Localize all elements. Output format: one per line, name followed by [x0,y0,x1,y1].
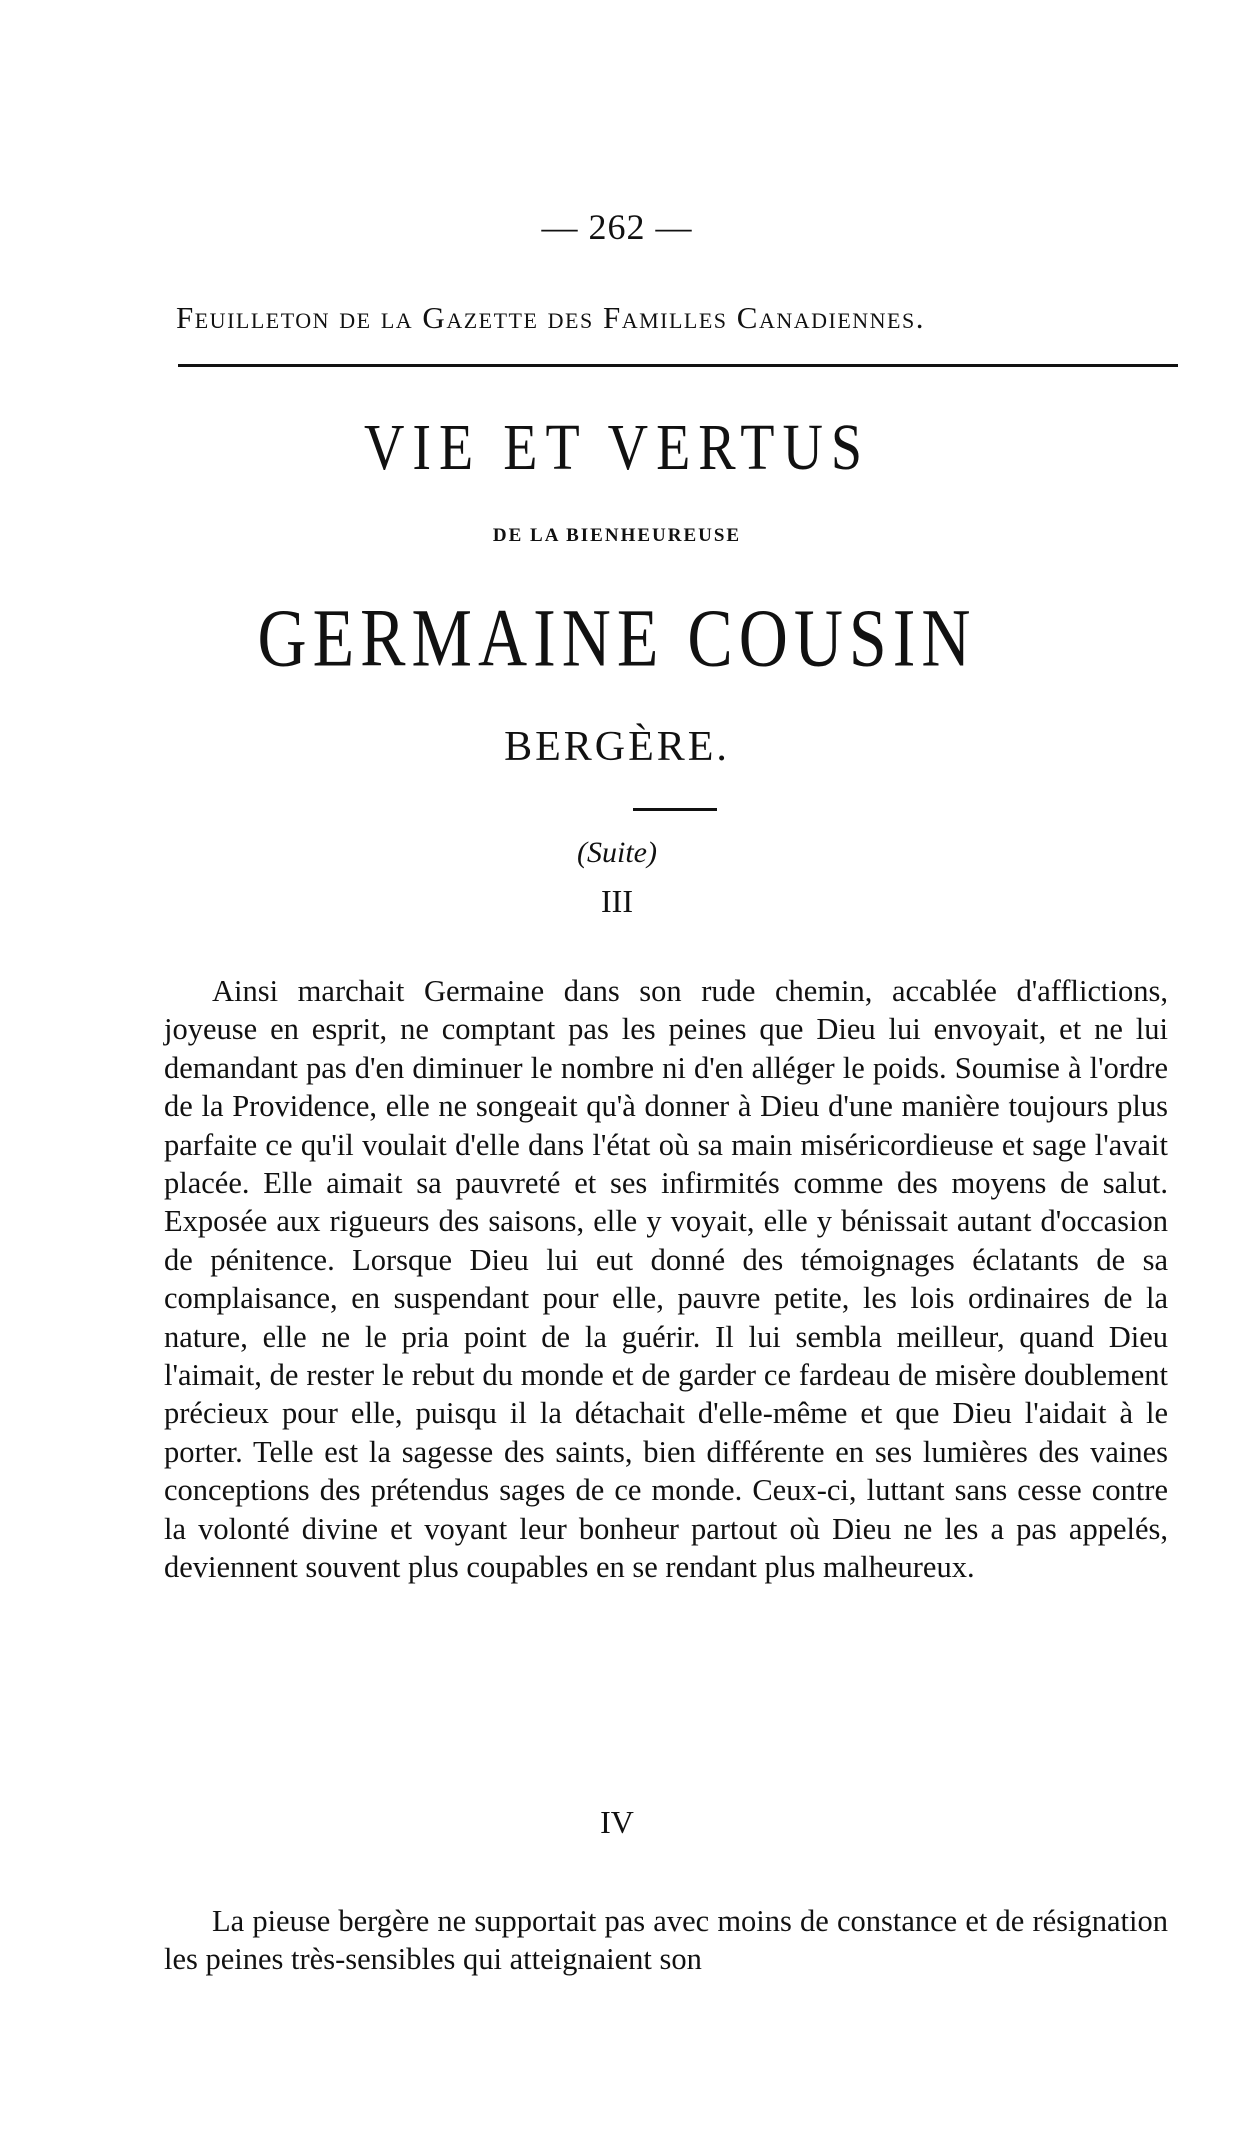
paragraph-chapter-iii: Ainsi marchait Germaine dans son rude chemin, accablée d'afflictions, joyeuse en esprit, ne comptant pas les peines que Dieu lui envoyait, et ne lui demandant pas d'en diminuer le nombre ni d'en alléger le poids. Soumise à l'ordre de la Providence, elle ne songeait qu'à donner à Dieu d'une manière toujours plus parfaite ce qu'il voulait d'elle dans l'état où sa main miséricordieuse et sage l'avait placée. Elle aimait sa pauvreté et ses infirmités comme des moyens de salut. Exposée aux rigueurs des saisons, elle y voyait, elle y bénissait autant d'occasion de pénitence. Lorsque Dieu lui eut donné des témoignages éclatants de sa complaisance, en suspendant pour elle, pauvre petite, les lois ordinaires de la nature, elle ne le pria point de la guérir. Il lui sembla meilleur, quand Dieu l'aimait, de rester le rebut du monde et de garder ce fardeau de misère doublement précieux pour elle, puisqu il la détachait d'elle-même et que Dieu l'aidait à le porter. Telle est la sagesse des saints, bien différente en ses lumières des vaines conceptions des prétendus sages de ce monde. Ceux-ci, luttant sans cesse contre la volonté divine et voyant leur bonheur partout où Dieu ne les a pas appelés, deviennent souvent plus coupables en se rendant plus malheureux. [164,974,1168,1585]
header-rule [178,364,1178,367]
running-head: Feuilleton de la Gazette des Familles Canadiennes. [176,300,925,335]
chapter-heading-iii: III [601,883,633,919]
page-number: — 262 — [541,207,693,247]
title-occupation: BERGÈRE. [504,724,730,770]
title-subtitle: DE LA BIENHEUREUSE [492,525,742,546]
title-main: VIE ET VERTUS [363,411,871,485]
title-name: GERMAINE COUSIN [257,591,977,684]
paragraph-chapter-iv: La pieuse bergère ne supportait pas avec moins de constance et de résignation les peines très-sensibles qui atteignaient son [164,1904,1168,1977]
continued-label: (Suite) [577,836,657,869]
chapter-heading-iv: IV [600,1804,634,1840]
title-divider [633,808,717,811]
